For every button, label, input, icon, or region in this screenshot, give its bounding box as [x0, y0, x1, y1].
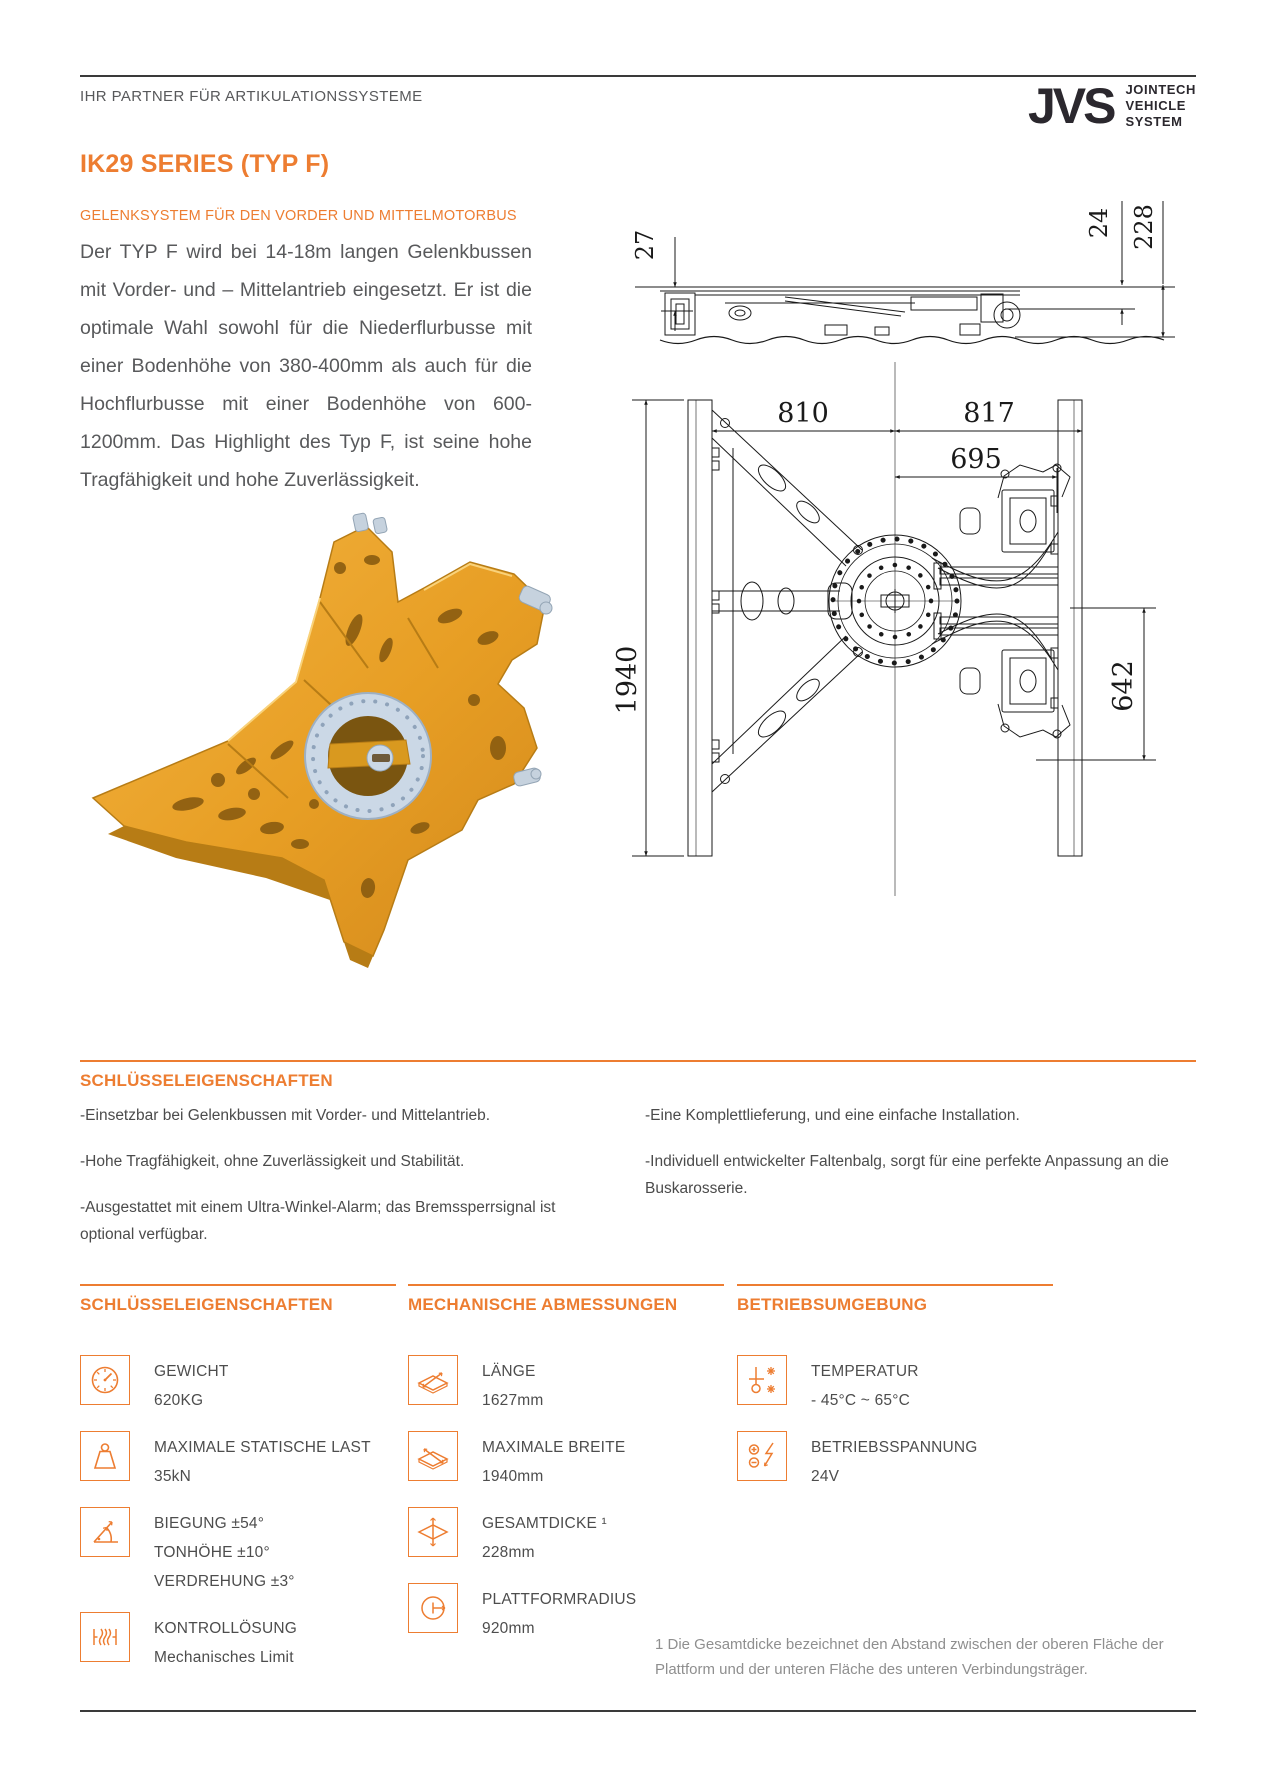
product-description: Der TYP F wird bei 14-18m langen Gelenkbussen mit Vorder- und – Mittelantrieb eingesetzt. Er ist die optimale Wahl sowohl für die Niederflurbusse mit einer Bodenhöhe von 380-400mm als auch für die Hochflurbusse mit einer Bodenhöhe von 600-1200mm. Das Highlight des Typ F, ist seine hohe Tragfähigkeit und hohe Zuverlässigkeit.: [80, 241, 532, 491]
column-rule: [737, 1284, 1053, 1286]
dim-label-24: 24: [1085, 207, 1113, 239]
spec-label: VERDREHUNG ±3°: [154, 1573, 295, 1590]
spec-column-heading: SCHLÜSSELEIGENSCHAFTEN: [80, 1295, 333, 1314]
features-list-right: [645, 1102, 1201, 1221]
logo-line: JOINTECH: [1125, 82, 1196, 97]
feature-item: -Ausgestattet mit einem Ultra-Winkel-Alarm; das Bremssperrsignal ist optional verfügbar.: [80, 1199, 556, 1243]
spec-column-heading: MECHANISCHE ABMESSUNGEN: [408, 1295, 678, 1314]
logo-line: SYSTEM: [1125, 114, 1183, 129]
logo-line: VEHICLE: [1125, 98, 1187, 113]
spec-item-weight: [80, 1355, 396, 1415]
spec-value: 228mm: [482, 1544, 535, 1561]
spec-value: 1940mm: [482, 1468, 544, 1485]
dim-label-695: 695: [950, 444, 1002, 475]
page-title: IK29 SERIES (TYP F): [80, 150, 330, 178]
logo-acronym: JVS: [1027, 78, 1114, 134]
spec-label: KONTROLLÖSUNG: [154, 1620, 297, 1637]
spec-value: Mechanisches Limit: [154, 1649, 294, 1666]
bend-angle-icon: [80, 1507, 130, 1557]
feature-item: -Hohe Tragfähigkeit, ohne Zuverlässigkeit und Stabilität.: [80, 1153, 465, 1170]
feature-item: -Individuell entwickelter Faltenbalg, sorgt für eine perfekte Anpassung an die Buskarosserie.: [645, 1153, 1169, 1197]
spec-item-temperature: [737, 1355, 1053, 1415]
page-subtitle: GELENKSYSTEM FÜR DEN VORDER UND MITTELMOTORBUS: [80, 208, 517, 224]
gauge-icon: [80, 1355, 130, 1405]
spec-column-mechanical-dimensions: [408, 1284, 724, 1659]
column-rule: [80, 1284, 396, 1286]
spec-label: GEWICHT: [154, 1363, 229, 1380]
control-limit-icon: [80, 1612, 130, 1662]
spec-item-max-width: [408, 1431, 724, 1491]
spec-label: BIEGUNG ±54°: [154, 1515, 265, 1532]
feature-item: -Eine Komplettlieferung, und eine einfache Installation.: [645, 1107, 1020, 1124]
side-view-drawing: [575, 185, 1185, 353]
spec-column-operating-environment: [737, 1284, 1053, 1507]
spec-column-key-properties: [80, 1284, 396, 1688]
dim-label-642: 642: [1108, 660, 1139, 712]
spec-item-control-solution: [80, 1612, 396, 1672]
spec-label: MAXIMALE BREITE: [482, 1439, 626, 1456]
top-view-drawing: [600, 348, 1160, 908]
spec-item-length: [408, 1355, 724, 1415]
spec-value: - 45°C ~ 65°C: [811, 1392, 910, 1409]
spec-label: LÄNGE: [482, 1363, 536, 1380]
footnote: 1 Die Gesamtdicke bezeichnet den Abstand zwischen der oberen Fläche der Plattform und der unteren Fläche des unteren Verbindungsträger.: [655, 1636, 1164, 1678]
spec-column-heading: BETRIEBSUMGEBUNG: [737, 1295, 928, 1314]
spec-label: MAXIMALE STATISCHE LAST: [154, 1439, 371, 1456]
features-rule: [80, 1060, 1196, 1062]
spec-label: GESAMTDICKE ¹: [482, 1515, 607, 1532]
dim-label-27: 27: [631, 229, 659, 261]
spec-value: 1627mm: [482, 1392, 544, 1409]
weight-icon: [80, 1431, 130, 1481]
spec-value: 920mm: [482, 1620, 535, 1637]
voltage-icon: [737, 1431, 787, 1481]
spec-value: 620KG: [154, 1392, 204, 1409]
product-render-3d: [68, 498, 568, 970]
spec-item-max-static-load: [80, 1431, 396, 1491]
dim-label-228: 228: [1130, 204, 1158, 250]
thickness-icon: [408, 1507, 458, 1557]
dim-label-810: 810: [777, 398, 829, 429]
length-icon: [408, 1355, 458, 1405]
jvs-logo: [1027, 78, 1196, 134]
company-tagline: IHR PARTNER FÜR ARTIKULATIONSSYSTEME: [80, 88, 423, 105]
spec-label: TONHÖHE ±10°: [154, 1544, 270, 1561]
platform-radius-icon: [408, 1583, 458, 1633]
spec-label: TEMPERATUR: [811, 1363, 919, 1380]
features-list-left: [80, 1102, 588, 1267]
top-rule: [80, 75, 1196, 77]
spec-item-total-thickness: [408, 1507, 724, 1567]
spec-value: 35kN: [154, 1468, 191, 1485]
width-icon: [408, 1431, 458, 1481]
spec-label: BETRIEBSSPANNUNG: [811, 1439, 978, 1456]
feature-item: -Einsetzbar bei Gelenkbussen mit Vorder- und Mittelantrieb.: [80, 1107, 491, 1124]
spec-item-articulation-angles: [80, 1507, 396, 1596]
column-rule: [408, 1284, 724, 1286]
spec-value: 24V: [811, 1468, 840, 1485]
logo-wordmark: [1125, 82, 1196, 130]
spec-label: PLATTFORMRADIUS: [482, 1591, 637, 1608]
spec-item-operating-voltage: [737, 1431, 1053, 1491]
dim-label-817: 817: [963, 398, 1015, 429]
features-heading: SCHLÜSSELEIGENSCHAFTEN: [80, 1071, 333, 1090]
bottom-rule: [80, 1710, 1196, 1712]
temperature-icon: [737, 1355, 787, 1405]
dim-label-1940: 1940: [612, 645, 643, 715]
